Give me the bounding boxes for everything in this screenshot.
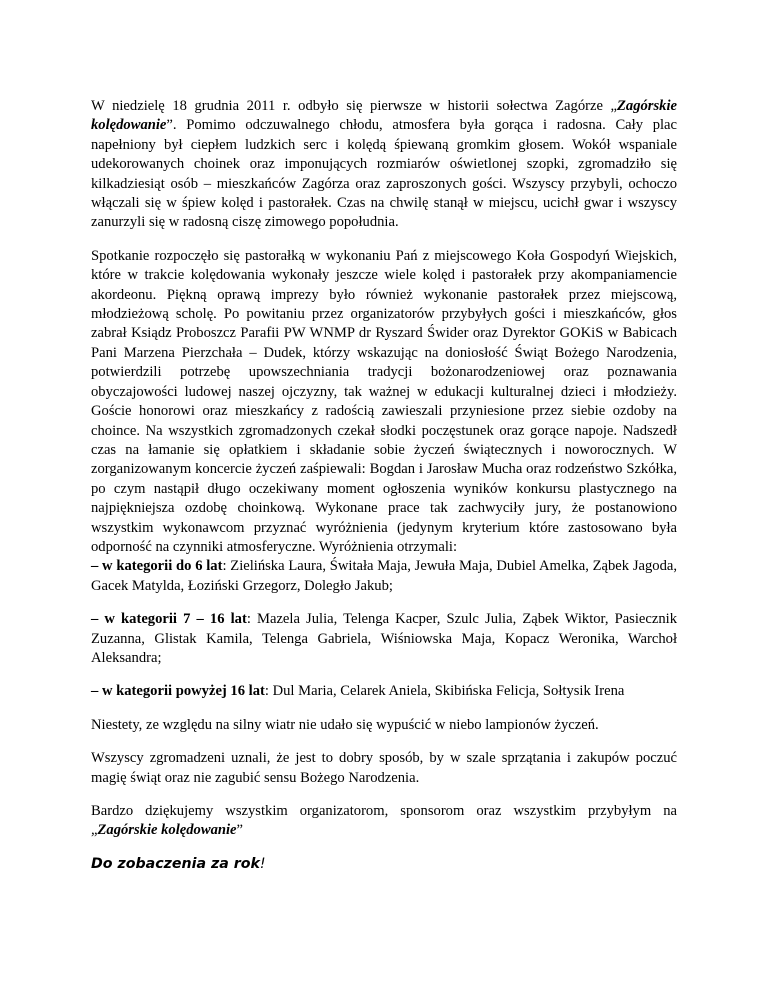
intro-text-rest: ”. Pomimo odczuwalnego chłodu, atmosfera była gorąca i radosna. Cały plac napełniony był ciepłem ludzkich serc i kolędą śpiewaną gromkim głosem. Wokół wspaniale udekorowanych choinek oraz imponujących rozmiarów oświetlonej szopki, zgromadziło się kilkadziesiąt osób – mieszkańców Zagórza oraz zaproszonych gości. Wszyscy przybyli, ochoczo włączali się w śpiew kolęd i pastorałek. Czas na chwilę stanął w miejscu, ucichł gwar i wszyscy zanurzyli się w radosną ciszę zimowego popołudnia.: [91, 117, 677, 231]
category-2-names: : Mazela Julia, Telenga Kacper, Szulc Julia, Ząbek Wiktor, Pasiecznik Zuzanna, Glistak Kamila, Telenga Gabriela, Wiśniowska Maja, Kopacz Weronika, Warchoł Aleksandra;: [91, 611, 677, 666]
paragraph-intro: [91, 97, 677, 233]
category-2-label: – w kategorii 7 – 16 lat: [91, 611, 247, 628]
paragraph-magic: Wszyscy zgromadzeni uznali, że jest to dobry sposób, by w szale sprzątania i zakupów poczuć magię świąt oraz nie zagubić sensu Bożego Narodzenia.: [91, 750, 677, 786]
category-1-label: – w kategorii do 6 lat: [91, 558, 223, 575]
closing-text: Do zobaczenia za rok: [91, 855, 260, 872]
event-name: Zagórskie kolędowanie: [91, 98, 677, 134]
closing-line: [91, 855, 677, 874]
thanks-event-name: Zagórskie kolędowanie: [97, 822, 237, 839]
paragraph-program: Spotkanie rozpoczęło się pastorałką w wykonaniu Pań z miejscowego Koła Gospodyń Wiejskich, które w trakcie kolędowania wykonały jeszcze wiele kolęd i pastorałek przy akompaniamencie akordeonu. Piękną oprawą imprezy było również wykonanie pastorałek przez miejscową, młodzieżową scholę. Po powitaniu przez organizatorów przybyłych gości i mieszkańców, głos zabrał Ksiądz Proboszcz Parafii PW WNMP dr Ryszard Świder oraz Dyrektor GOKiS w Babicach Pani Marzena Pierzchała – Dudek, którzy wskazując na doniosłość Świąt Bożego Narodzenia, potwierdzili potrzebę upowszechniania tradycji bożonarodzeniowej oraz poznawania obyczajowości ludowej naszej ojczyzny, tak ważnej w edukacji kulturalnej dzieci i młodzieży. Goście honorowi oraz mieszkańcy z radością zawieszali przyniesione przez siebie ozdoby na choince. Na wszystkich zgromadzonych czekał słodki poczęstunek oraz gorące napoje. Nadszedł czas na łamanie się opłatkiem i składanie sobie życzeń świątecznych i noworocznych. W zorganizowanym koncercie życzeń zaśpiewali: Bogdan i Jarosław Mucha oraz rodzeństwo Szkółka, po czym nastąpił długo oczekiwany moment ogłoszenia wyników konkursu plastycznego na najpiękniejsza ozdobę choinkową. Wykonane prace tak zachwyciły jury, że postanowiono wszystkim wykonawcom przyznać wyróżnienia (jedynym kryterium które zastosowano była odporność na czynniki atmosferyczne. Wyróżnienia otrzymali:: [91, 247, 677, 555]
document-page: [91, 97, 677, 888]
thanks-closing-quote: ”: [236, 822, 244, 839]
closing-exclamation: !: [259, 855, 266, 872]
paragraph-thanks: [91, 802, 677, 841]
award-category-1: [91, 557, 677, 596]
award-category-2: [91, 610, 677, 668]
award-category-3: [91, 682, 677, 701]
category-3-label: – w kategorii powyżej 16 lat: [91, 683, 265, 700]
category-1-names: : Zielińska Laura, Świtała Maja, Jewuła Maja, Dubiel Amelka, Ząbek Jagoda, Gacek Matylda, Łoziński Grzegorz, Doległo Jakub;: [91, 558, 678, 594]
thanks-text: Bardzo dziękujemy wszystkim organizatorom, sponsorom oraz wszystkim przybyłym na „: [91, 803, 677, 839]
category-3-names: : Dul Maria, Celarek Aniela, Skibińska Felicja, Sołtysik Irena: [264, 683, 625, 700]
intro-text-start: W niedzielę 18 grudnia 2011 r. odbyło się pierwsze w historii sołectwa Zagórze „: [91, 98, 617, 114]
paragraph-wind: Niestety, ze względu na silny wiatr nie udało się wypuścić w niebo lampionów życzeń.: [91, 716, 599, 733]
